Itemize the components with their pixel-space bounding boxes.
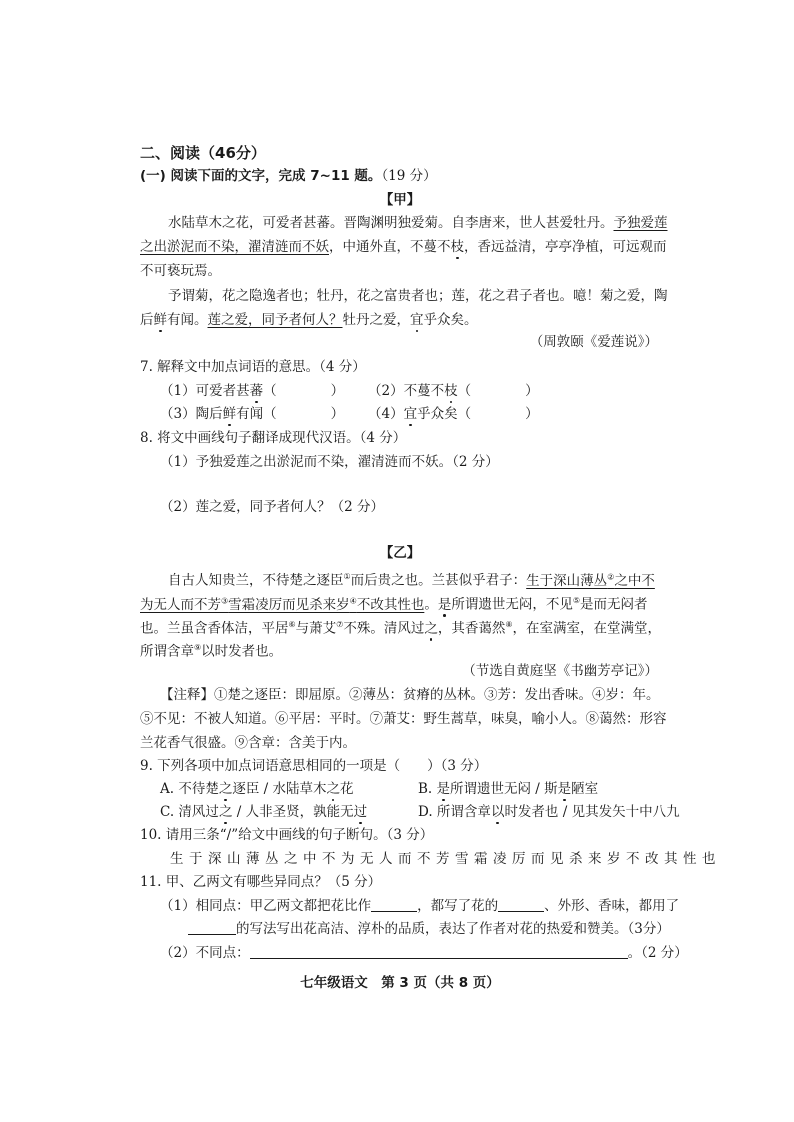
q9-option-d: [418, 802, 680, 822]
q10-sentence: 生于深山薄丛之中不为无人而不芳雪霜凌厉而见杀来岁不改其性也: [170, 851, 721, 867]
q9-dotted-word: 之: [218, 804, 233, 820]
jia-line-1: [168, 213, 668, 233]
yi-underlined: [526, 573, 655, 589]
yi-source: （节选自黄庭坚《书幽芳亭记》）: [462, 663, 658, 679]
part1-score: （19 分）: [381, 168, 437, 184]
q7-item-2: [368, 381, 539, 401]
q9-dotted-word: 之: [218, 781, 233, 797]
jia-text: 水陆草木之花，可爱者甚蕃。晋陶渊明独爱菊。自李唐来，世人甚爱牡丹。: [168, 215, 614, 231]
q9-dotted-word: 以: [490, 804, 505, 820]
part1-title: [140, 166, 437, 186]
q9-text: B.: [418, 781, 437, 797]
footnote-mark: ③: [221, 596, 229, 605]
yi-text: 与萧艾: [295, 620, 337, 637]
q7-item-1: [160, 381, 344, 401]
q9-text: D. 所谓含章: [418, 804, 491, 820]
q8-sub-1: （1）予独爱莲之出淤泥而不染，濯清涟而不妖。（2 分）: [160, 454, 499, 470]
notes-line-1: 【注释】①楚之逐臣：即屈原。②薄丛：贫瘠的丛林。③芳：发出香味。④岁：年。: [160, 687, 660, 703]
jia-line-5: [140, 310, 478, 330]
footnote-mark: ⑧: [505, 620, 513, 629]
q7-num: （1）: [160, 383, 196, 399]
q7-stem: 7. 解释文中加点词语的意思。（4 分）: [140, 359, 366, 375]
q7-dotted-word: 鲜: [222, 406, 237, 422]
q11-text: 、外形、香味，都用了: [544, 898, 680, 914]
yi-text: 而后贵之也。兰甚似乎君子：: [350, 572, 527, 589]
q7-num: （2）: [368, 383, 404, 399]
answer-blank[interactable]: [250, 944, 628, 959]
jia-text: 乎众矣。: [423, 312, 478, 328]
footnote-mark: ①: [343, 572, 351, 581]
yi-underlined-text: 雪霜凌厉而见杀来岁: [228, 596, 350, 613]
q9-dotted-word: 之: [326, 781, 340, 797]
footnote-mark: ②: [607, 572, 615, 581]
q7-dotted-word: 宜: [403, 406, 418, 422]
q7-blank: （ ）: [263, 383, 345, 399]
yi-text: 也。兰虽含香体洁，平居: [140, 620, 289, 637]
passage-jia-header: 【甲】: [379, 192, 421, 208]
notes-line-3: 兰花香气很盛。⑨含章：含美于内。: [140, 735, 356, 751]
jia-line-2: [140, 237, 667, 257]
q7-text: 可爱者甚: [195, 383, 250, 399]
jia-dotted-word: 鲜: [153, 312, 167, 328]
jia-dotted-word: 枝: [450, 239, 464, 255]
q8-sub-2: （2）莲之爱，同予者何人？（2 分）: [160, 499, 384, 515]
jia-dotted-word: 宜: [410, 312, 424, 328]
footnote-mark: ⑦: [336, 620, 344, 629]
q11-text: （2）不同点：: [160, 945, 250, 961]
jia-text: ，香远益清，亭亭净植，可远观而: [464, 239, 667, 255]
yi-text: 自古人知贵兰，不待楚之逐臣: [168, 572, 344, 589]
notes-line-2: ⑤不见：不被人知道。⑥平居：平时。⑦萧艾：野生蒿草，味臭，喻小人。⑧蔼然：形容: [140, 711, 667, 727]
q7-dotted-word: 枝: [444, 383, 458, 399]
yi-dotted-word: 是: [437, 596, 452, 613]
q7-item-3: [160, 404, 344, 424]
q9-option-a: [160, 779, 353, 799]
page-footer: 七年级语文 第 3 页（共 8 页）: [300, 975, 500, 991]
q9-text: 逐臣 / 水陆草木: [232, 781, 327, 797]
q9-text: 所谓遗世无闷 / 斯: [450, 781, 558, 797]
jia-text: 有闻。: [167, 312, 208, 328]
q11-text: ，都写了花的: [417, 898, 499, 914]
q9-dotted-word: 是: [557, 781, 572, 797]
q7-num: （3）: [160, 406, 196, 422]
yi-dotted-word: 之: [424, 620, 438, 637]
yi-text: 不殊。清风过: [343, 620, 425, 637]
yi-line-1: [168, 567, 655, 591]
q10-stem: 10. 请用三条“/”给文中画线的句子断句。（3 分）: [140, 827, 434, 843]
q11-text: 的写法写出花高洁、淳朴的品质，表达了作者对花的热爱和赞美。（3分）: [236, 921, 670, 937]
yi-text: 所谓含章: [140, 643, 194, 660]
q9-option-c: [160, 802, 367, 822]
yi-text: ，其香蔼然: [437, 620, 506, 637]
answer-blank[interactable]: [188, 920, 236, 935]
jia-underlined: 予独爱莲: [613, 215, 668, 231]
footnote-mark: ⑨: [194, 643, 202, 652]
q7-blank: 有闻（ ）: [236, 406, 345, 422]
q8-stem: 8. 将文中画线句子翻译成现代汉语。（4 分）: [140, 430, 407, 446]
q9-text: 时发者也 / 见其发矢十中八九: [504, 804, 680, 820]
q11-stem: 11. 甲、乙两文有哪些异同点？（5 分）: [140, 874, 382, 890]
yi-underlined-text: 生于深山薄丛: [526, 572, 608, 589]
q11-sub-2: [160, 943, 688, 963]
footnote-mark: ④: [349, 596, 357, 605]
yi-text: 。: [424, 596, 438, 613]
yi-line-2: [140, 591, 648, 615]
q11-text: 。（2 分）: [627, 945, 688, 961]
yi-underlined-text: 之中不: [614, 572, 655, 589]
q9-text: C. 清风过: [160, 804, 219, 820]
yi-underlined-text: 不改其性也: [356, 596, 425, 613]
jia-text: 后: [140, 312, 154, 328]
q7-item-4: [368, 404, 539, 424]
yi-text: 以时发者也。: [201, 643, 283, 660]
jia-line-4: 予谓菊，花之隐逸者也；牡丹，花之富贵者也；莲，花之君子者也。噫！菊之爱，陶: [168, 288, 668, 304]
answer-blank[interactable]: [498, 897, 544, 912]
q9-text: 陋室: [571, 781, 599, 797]
passage-yi-header: 【乙】: [379, 545, 421, 561]
jia-source: （周敦颐《爱莲说》）: [529, 334, 658, 350]
answer-blank[interactable]: [371, 897, 417, 912]
section-title: 二、阅读（46分）: [140, 144, 266, 162]
q9-text: A. 不待楚: [160, 781, 219, 797]
yi-text: ，在室满室，在堂满堂，: [512, 620, 662, 637]
jia-line-3: 不可亵玩焉。: [140, 263, 221, 279]
jia-underlined: 之出淤泥而不染，濯清涟而不妖: [140, 239, 329, 255]
jia-text: ，中通外直，不蔓不: [329, 239, 451, 255]
q7-dotted-word: 蕃: [249, 383, 264, 399]
q9-dotted-word: 过: [353, 804, 368, 820]
yi-line-3: [140, 615, 661, 639]
q7-text: 陶后: [195, 406, 223, 422]
yi-underlined-text: 为无人而不芳: [140, 596, 221, 613]
q7-num: （4）: [368, 406, 404, 422]
q9-text: 花: [339, 781, 354, 797]
yi-underlined: [140, 597, 424, 613]
yi-text: 所谓遗世无闷，不见: [451, 596, 573, 613]
q7-text: 不蔓不: [403, 383, 445, 399]
footnote-mark: ⑥: [288, 620, 296, 629]
q11-sub-1-cont: [188, 919, 670, 939]
jia-text: 牡丹之爱，: [342, 312, 410, 328]
jia-underlined: 莲之爱，同予者何人？: [207, 312, 343, 328]
q9-stem: 9. 下列各项中加点词语意思相同的一项是（ ）（3 分）: [140, 758, 488, 774]
part1-title-text: (一) 阅读下面的文字，完成 7~11 题。: [140, 168, 382, 184]
q7-blank: （ ）: [457, 383, 539, 399]
yi-text: 是而无闷者: [580, 596, 648, 613]
q7-blank: 乎众矣（ ）: [417, 406, 539, 422]
q9-option-b: [418, 779, 598, 799]
yi-line-4: [140, 638, 282, 662]
q9-dotted-word: 是: [436, 781, 451, 797]
q9-text: / 人非圣贤，孰能无: [232, 804, 354, 820]
q11-text: （1）相同点：甲乙两文都把花比作: [160, 898, 372, 914]
footnote-mark: ⑤: [572, 596, 581, 605]
q11-sub-1: [160, 896, 679, 916]
